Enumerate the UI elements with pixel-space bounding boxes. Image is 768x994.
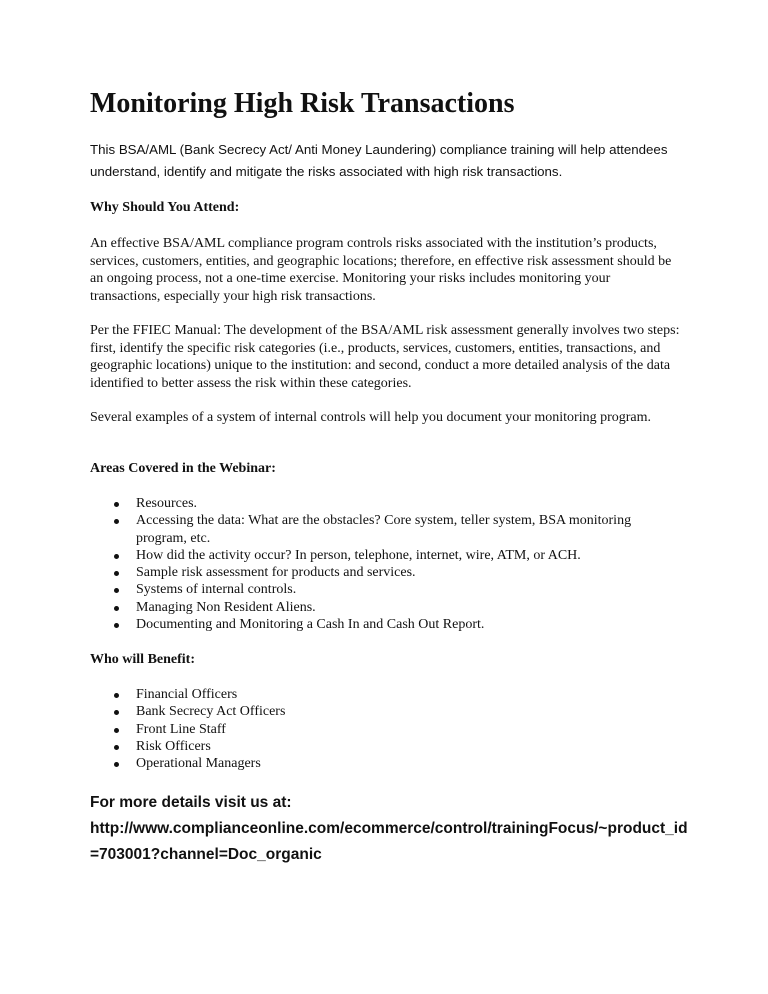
list-item: Systems of internal controls. xyxy=(90,581,680,598)
list-item: Sample risk assessment for products and services. xyxy=(90,564,680,581)
paragraph-1: An effective BSA/AML compliance program controls risks associated with the institution’s products, services, customers, entities, and geographic locations; therefore, en effective risk assessment should be an ongoing process, not a one-time exercise. Monitoring your risks includes monitoring your transactions, especially your high risk transactions. xyxy=(90,236,672,304)
more-details xyxy=(90,790,690,868)
why-attend-heading: Why Should You Attend: xyxy=(90,200,240,215)
list-item: Documenting and Monitoring a Cash In and Cash Out Report. xyxy=(90,616,680,633)
list-item: Accessing the data: What are the obstacles? Core system, teller system, BSA monitoring program, etc. xyxy=(90,512,680,547)
more-details-link[interactable]: http://www.complianceonline.com/ecommerce/control/trainingFocus/~product_id=703001?channel=Doc_organic xyxy=(90,820,688,863)
areas-list xyxy=(90,495,680,633)
who-will-benefit-heading: Who will Benefit: xyxy=(90,652,195,667)
more-details-label: For more details visit us at: xyxy=(90,794,292,811)
list-item: Operational Managers xyxy=(90,755,680,772)
bullet-icon xyxy=(114,588,119,593)
benefits-list xyxy=(90,686,680,772)
paragraph-2: Per the FFIEC Manual: The development of the BSA/AML risk assessment generally involves two steps: first, identify the specific risk categories (i.e., products, services, customers, entities, transactions, and geographic locations) unique to the institution: and second, conduct a more detailed analysis of the data identified to better assess the risk within these categories. xyxy=(90,323,680,391)
bullet-icon xyxy=(114,745,119,750)
list-item: How did the activity occur? In person, telephone, internet, wire, ATM, or ACH. xyxy=(90,547,680,564)
list-item: Bank Secrecy Act Officers xyxy=(90,703,680,720)
bullet-icon xyxy=(114,571,119,576)
bullet-icon xyxy=(114,728,119,733)
bullet-icon xyxy=(114,762,119,767)
bullet-icon xyxy=(114,554,119,559)
list-item: Front Line Staff xyxy=(90,721,680,738)
bullet-icon xyxy=(114,623,119,628)
list-item: Resources. xyxy=(90,495,680,512)
paragraph-3: Several examples of a system of internal controls will help you document your monitoring program. xyxy=(90,410,652,425)
intro-paragraph: This BSA/AML (Bank Secrecy Act/ Anti Money Laundering) compliance training will help attendees understand, identify and mitigate the risks associated with high risk transactions. xyxy=(90,142,668,179)
bullet-icon xyxy=(114,502,119,507)
list-item: Risk Officers xyxy=(90,738,680,755)
list-item: Managing Non Resident Aliens. xyxy=(90,599,680,616)
bullet-icon xyxy=(114,693,119,698)
page-title: Monitoring High Risk Transactions xyxy=(90,88,515,119)
list-item: Financial Officers xyxy=(90,686,680,703)
bullet-icon xyxy=(114,710,119,715)
areas-covered-heading: Areas Covered in the Webinar: xyxy=(90,461,276,476)
bullet-icon xyxy=(114,606,119,611)
bullet-icon xyxy=(114,519,119,524)
